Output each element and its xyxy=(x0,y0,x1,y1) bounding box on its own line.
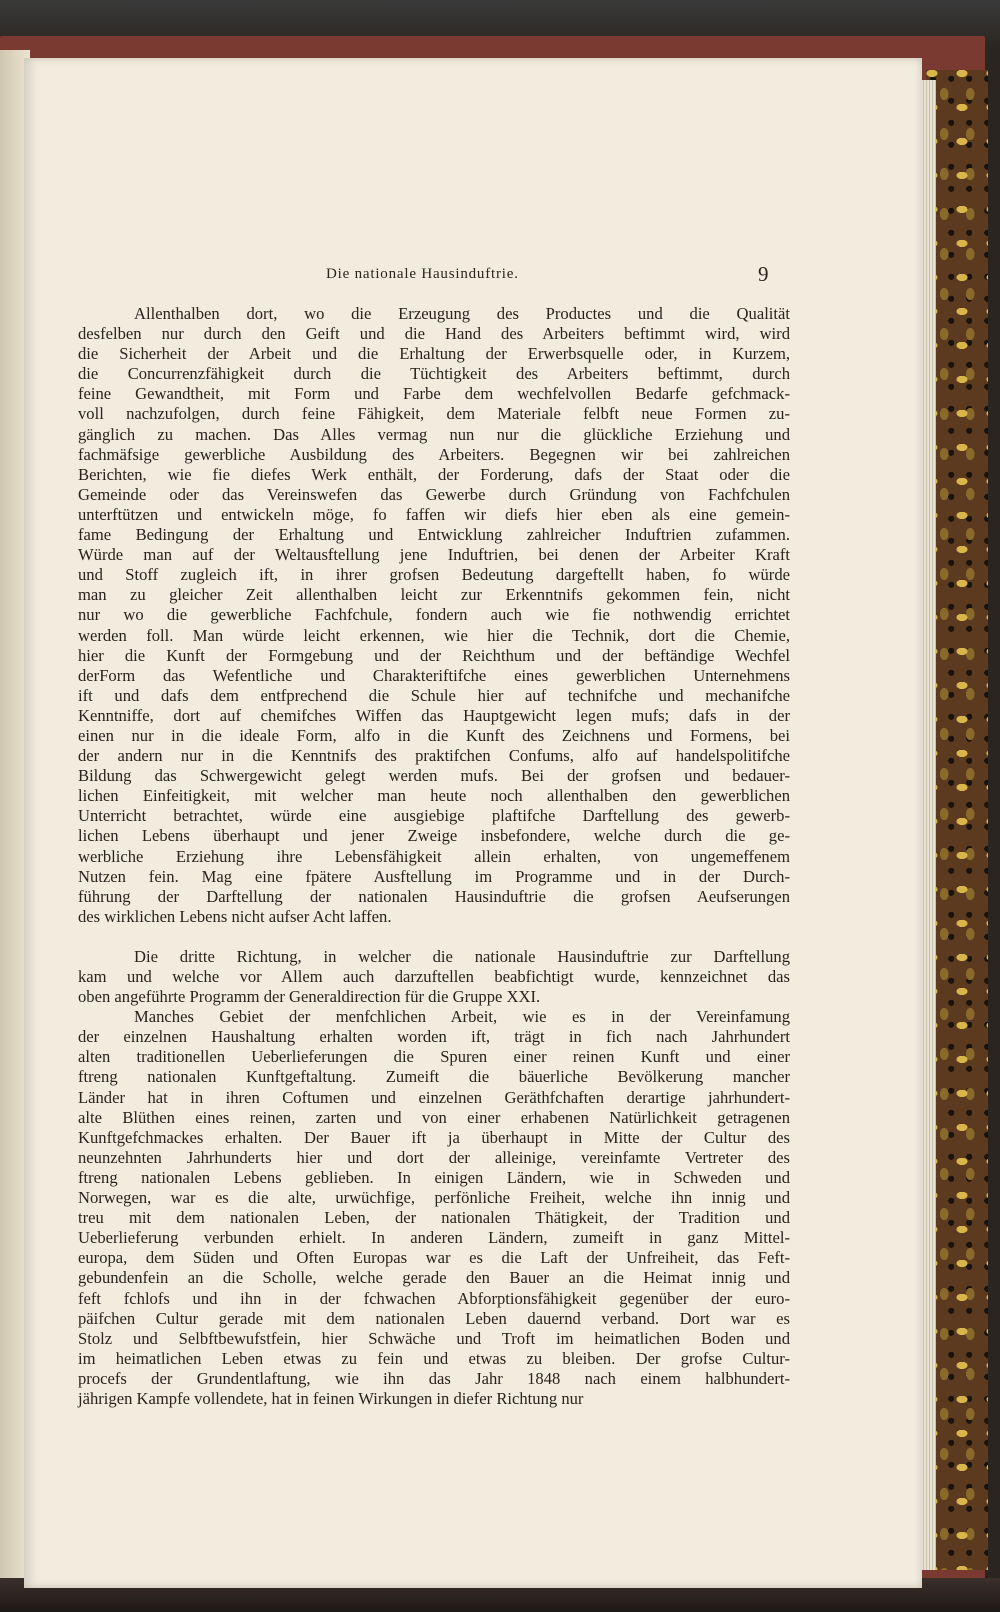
text-line: des wirklichen Lebens nicht aufser Acht laffen. xyxy=(78,906,392,926)
text-line: Norwegen, war es die alte, urwüchfige, perfönliche Freiheit, welche ihn innig und xyxy=(78,1188,790,1208)
text-line: päifchen Cultur gerade mit dem nationalen Leben dauernd verband. Dort war es xyxy=(78,1308,790,1328)
text-line: Kenntniffe, dort auf chemifches Wiffen das Hauptgewicht legen mufs; dafs in der xyxy=(78,705,790,725)
text-line: feine Gewandtheit, mit Form und Farbe dem wechfelvollen Bedarfe gefchmack- xyxy=(78,384,790,404)
text-line: die Sicherheit der Arbeit und die Erhaltung der Erwerbsquelle oder, in Kurzem, xyxy=(78,344,790,364)
page-number: 9 xyxy=(758,262,769,286)
text-line: ftreng nationalen Lebens geblieben. In einigen Ländern, wie in Schweden und xyxy=(78,1167,790,1187)
text-line: ift und dafs dem entfprechend die Schule hier auf technifche und mechanifche xyxy=(78,685,790,705)
text-line: Würde man auf der Weltausftellung jene Induftrien, bei denen der Arbeiter Kraft xyxy=(78,545,790,565)
text-line: Gemeinde oder das Vereinswefen das Gewerbe durch Gründung von Fachfchulen xyxy=(78,484,790,504)
book-page xyxy=(24,58,922,1588)
text-line: die Concurrenzfähigkeit durch die Tüchtigkeit des Arbeiters beftimmt, durch xyxy=(78,364,790,384)
text-line: hier die Kunft der Formgebung und der Reichthum und der beftändige Wechfel xyxy=(78,645,790,665)
text-line: alte Blüthen eines reinen, zarten und von einer erhabenen Natürlichkeit getragenen xyxy=(78,1107,790,1127)
page-header xyxy=(24,262,922,292)
text-line: Die dritte Richtung, in welcher die nationale Hausinduftrie zur Darftellung xyxy=(134,946,790,966)
text-line: europa, dem Süden und Often Europas war es die Laft der Unfreiheit, das Feft- xyxy=(78,1248,790,1268)
text-line: Allenthalben dort, wo die Erzeugung des Productes und die Qualität xyxy=(134,304,790,323)
text-line: procefs der Grundentlaftung, wie ihn das Jahr 1848 nach einem halbhundert- xyxy=(78,1368,790,1388)
text-line: werbliche Erziehung ihre Lebensfähigkeit allein erhalten, von ungemeffenem xyxy=(78,846,790,866)
text-line: Kunftgefchmackes erhalten. Der Bauer ift ja überhaupt in Mitte der Cultur des xyxy=(78,1127,790,1147)
text-line: im heimatlichen Leben etwas zu fein und etwas zu bleiben. Der grofse Cultur- xyxy=(78,1348,790,1368)
text-line: Stolz und Selbftbewufstfein, hier Schwäche und Troft im heimatlichen Boden und xyxy=(78,1328,790,1348)
text-line: Ueberlieferung verbunden erhielt. In anderen Ländern, zumeift in ganz Mittel- xyxy=(78,1228,790,1248)
text-line: lichen Einfeitigkeit, mit welcher man heute noch allenthalben den gewerblichen xyxy=(78,786,790,806)
text-line: Manches Gebiet der menfchlichen Arbeit, wie es in der Vereinfamung xyxy=(134,1007,790,1027)
running-head: Die nationale Hausinduftrie. xyxy=(326,266,519,282)
text-line: und Stoff zugleich ift, in ihrer grofsen Bedeutung dargeftellt haben, fo würde xyxy=(78,565,790,585)
text-line: nur wo die gewerbliche Fachfchule, fondern auch wie fie nothwendig errichtet xyxy=(78,605,790,625)
text-line: Unterricht betrachtet, würde eine ausgiebige plaftifche Darftellung des gewerb- xyxy=(78,806,790,826)
text-line: Berichten, wie fie diefes Werk enthält, der Forderung, dafs der Staat oder die xyxy=(78,464,790,484)
text-line: jährigen Kampfe vollendete, hat in feinen Wirkungen in diefer Richtung nur xyxy=(78,1388,584,1408)
text-line: gebundenfein an die Scholle, welche gerade den Bauer an die Heimat innig und xyxy=(78,1268,790,1288)
text-line: Bildung das Schwergewicht gelegt werden mufs. Bei der grofsen und bedauer- xyxy=(78,766,790,786)
text-line: werden foll. Man würde leicht erkennen, wie hier die Technik, dort die Chemie, xyxy=(78,625,790,645)
text-line: oben angeführte Programm der Generaldirection für die Gruppe XXI. xyxy=(78,987,541,1007)
text-line: gänglich zu machen. Das Alles vermag nun nur die glückliche Erziehung und xyxy=(78,424,790,444)
text-line: ftreng nationalen Kunftgeftaltung. Zumeift die bäuerliche Bevölkerung mancher xyxy=(78,1067,790,1087)
text-line: lichen Lebens überhaupt und jener Zweige insbefondere, welche durch die ge- xyxy=(78,826,790,846)
text-line: fachmäfsige gewerbliche Ausbildung des Arbeiters. Begegnen wir bei zahlreichen xyxy=(78,444,790,464)
text-line: neunzehnten Jahrhunderts hier und dort der alleinige, vereinfamte Vertreter des xyxy=(78,1147,790,1167)
text-line: einen nur in die ideale Form, alfo in die Kunft des Zeichnens und Formens, bei xyxy=(78,725,790,745)
text-line: der andern nur in die Kenntnifs des praktifchen Confums, alfo auf handelspolitifche xyxy=(78,746,790,766)
paragraph xyxy=(78,304,790,927)
text-line: derForm das Wefentliche und Charakteriftifche eines gewerblichen Unternehmens xyxy=(78,665,790,685)
body-text xyxy=(78,304,790,1409)
text-line: desfelben nur durch den Geift und die Hand des Arbeiters beftimmt wird, wird xyxy=(78,324,790,344)
text-line: man zu gleicher Zeit allenthalben leicht zur Erkenntnifs gekommen fein, nicht xyxy=(78,585,790,605)
paragraph-gap xyxy=(78,927,790,947)
text-line: fame Bedingung der Erhaltung und Entwicklung zahlreicher Induftrien zufammen. xyxy=(78,525,790,545)
text-line: der einzelnen Haushaltung erhalten worden ift, trägt in fich nach Jahrhundert xyxy=(78,1027,790,1047)
text-line: alten traditionellen Ueberlieferungen die Spuren einer reinen Kunft und einer xyxy=(78,1047,790,1067)
text-line: führung der Darftellung der nationalen Hausinduftrie die grofsen Aeufserungen xyxy=(78,886,790,906)
text-line: treu mit dem nationalen Leben, der nationalen Thätigkeit, der Tradition und xyxy=(78,1208,790,1228)
text-line: feft fchlofs und ihn in der fchwachen Abforptionsfähigkeit gegenüber der euro- xyxy=(78,1288,790,1308)
text-line: unterftützen und entwickeln möge, fo faffen wir diefs hier eben als eine gemein- xyxy=(78,504,790,524)
text-line: kam und welche vor Allem auch darzuftellen beabfichtigt wurde, kennzeichnet das xyxy=(78,967,790,986)
text-line: voll nachzufolgen, durch feine Fähigkeit, dem Materiale felbft neue Formen zu- xyxy=(78,404,790,424)
text-line: Länder hat in ihren Coftumen und einzelnen Geräthfchaften derartige jahrhundert- xyxy=(78,1087,790,1107)
text-line: Nutzen fein. Mag eine fpätere Ausftellung im Programme und in der Durch- xyxy=(78,866,790,886)
paragraph xyxy=(78,947,790,1007)
paragraph xyxy=(78,1007,790,1409)
